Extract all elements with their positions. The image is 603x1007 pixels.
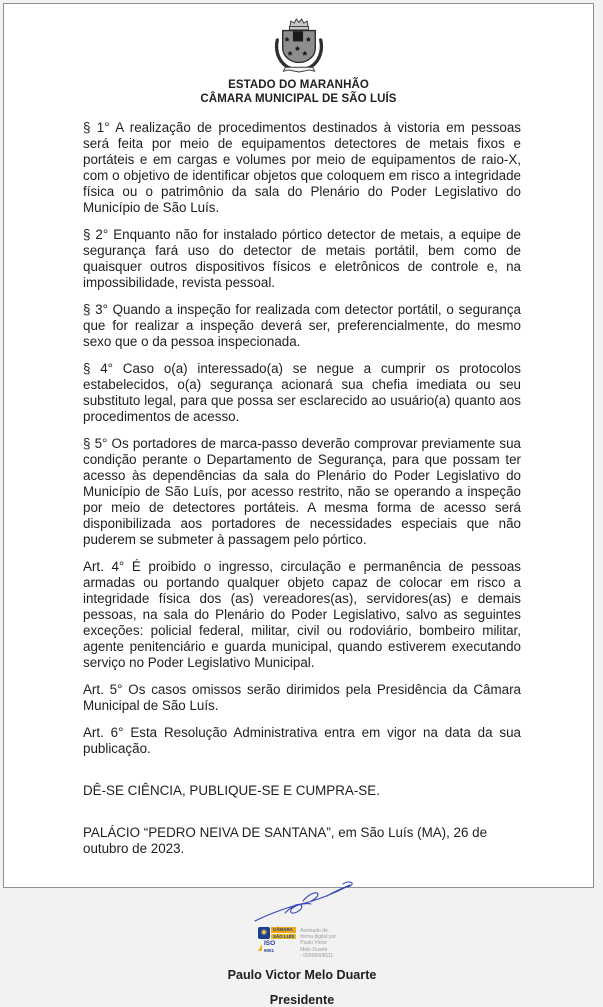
chamber-logo: [258, 927, 296, 954]
paragraph-3: § 3° Quando a inspeção for realizada com detector portátil, o segurança que for realizar a inspeção deverá ser, preferencialmente, do mesmo sexo que o da pessoa inspecionada.: [83, 302, 521, 349]
paragraph-4: § 4° Caso o(a) interessado(a) se negue a cumprir os protocolos estabelecidos, o(a) segurança acionará sua chefia imediata ou seu substituto legal, para que possa ser esclarecido ao usuário(a) quanto aos procedimentos de acesso.: [83, 361, 521, 424]
coat-of-arms-icon: [265, 17, 333, 74]
logo-chip-camara: CÂMARA: [271, 927, 296, 933]
digital-signature-text: [300, 927, 336, 959]
signatory-name: Paulo Victor Melo Duarte: [227, 968, 377, 983]
chamber-emblem-icon: ◉: [258, 927, 270, 939]
paragraph-1: § 1° A realização de procedimentos destinados à vistoria em pessoas será feita por meio de equipamentos detectores de metais fixos e portáteis e em cargas e volumes por meio de equipamentos de raio-X, com o objetivo de identificar objetos que coloquem em risco a integridade física ou o patrimônio da sala do Plenário do Poder Legislativo do Município de São Luís.: [83, 120, 521, 215]
org-name-chamber: CÂMARA MUNICIPAL DE SÃO LUÍS: [200, 93, 397, 105]
stamp-line: Paulo Victor: [300, 940, 328, 947]
org-name-state: ESTADO DO MARANHÃO: [228, 79, 369, 91]
signatory-role: Presidente: [269, 993, 335, 1007]
iso-9001-badge: [258, 941, 296, 954]
paragraph-art-6: Art. 6° Esta Resolução Administrativa entra em vigor na data da sua publicação.: [83, 725, 521, 756]
document-page: [3, 3, 594, 1007]
header-crest: [4, 17, 593, 74]
stamp-line: forma digital por: [300, 934, 337, 941]
signature-block: [83, 879, 521, 1007]
stamp-line: Assinado de: [300, 928, 328, 934]
paragraph-2: § 2° Enquanto não for instalado pórtico detector de metais, a equipe de segurança fará uso do detector de metais portátil, bem como de quaisquer outros dispositivos físicos e eletrônicos de controle e, na impossibilidade, revista pessoal.: [83, 227, 521, 290]
paragraph-art-5: Art. 5° Os casos omissos serão dirimidos pela Presidência da Câmara Municipal de São Luís.: [83, 682, 521, 713]
handwritten-signature-icon: [247, 879, 357, 927]
palace-date-line: PALÁCIO “PEDRO NEIVA DE SANTANA”, em São Luís (MA), 26 de outubro de 2023.: [83, 825, 488, 856]
paragraph-5: § 5° Os portadores de marca-passo deverão comprovar previamente sua condição perante o Departamento de Segurança, para que possam ter acesso às dependências da sala do Plenário do Poder Legislativo do Município de São Luís, por acesso restrito, não se operando a inspeção por meio de detectores portáteis. A mesma forma de acesso será disponibilizada aos portadores de necessidades especiais que não puderem se submeter à passagem pelo pórtico.: [83, 436, 521, 547]
digital-signature-stamp: [258, 927, 336, 959]
stamp-line: Melo Duarte: [300, 946, 328, 953]
iso-label: ISO: [263, 940, 276, 947]
paragraph-art-4: Art. 4° É proibido o ingresso, circulação e permanência de pessoas armadas ou portando qualquer objeto capaz de colocar em risco a integridade física dos (as) vereadores(as), servidores(as) e demais pessoas, na sala do Plenário do Poder Legislativo, salvo as seguintes exceções: policial federal, militar, civil ou rodoviário, bombeiro militar, agente penitenciário e guarda municipal, quando estiverem executando serviço no Poder Legislativo Municipal.: [83, 559, 521, 670]
logo-chip-saoluis: SÃO LUÍS: [272, 933, 295, 939]
iso-swoosh-icon: [258, 944, 262, 951]
iso-number: 9001: [263, 947, 274, 953]
order-line: DÊ-SE CIÊNCIA, PUBLIQUE-SE E CUMPRA-SE.: [83, 783, 380, 798]
stamp-line: - 00508908111: [300, 952, 334, 959]
document-body: [4, 120, 593, 1007]
